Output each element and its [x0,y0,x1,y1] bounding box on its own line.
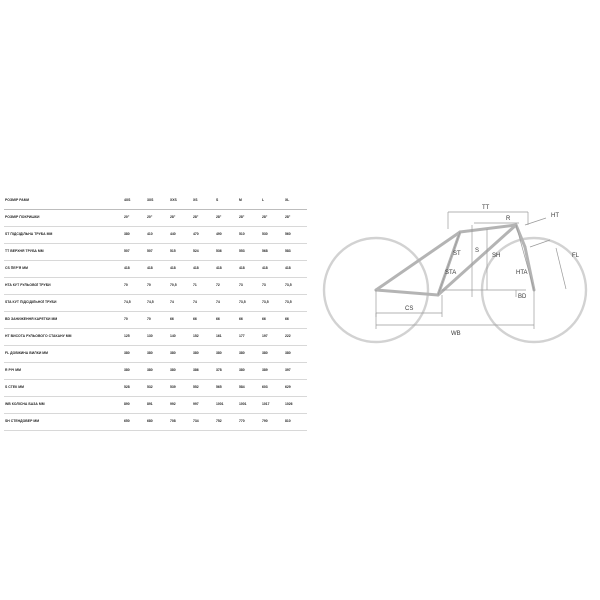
cell: 1026 [284,397,307,414]
cell: 74 [192,295,215,312]
cell: 125 [123,329,146,346]
cell: 734 [192,414,215,431]
cell: 524 [192,244,215,261]
cell: 418 [169,261,192,278]
table-header-row [4,193,307,210]
table-header-cell-xxs: XXS [169,193,192,210]
cell: 74,5 [146,295,169,312]
cell: 418 [238,261,261,278]
cell: 536 [215,244,238,261]
cell: 992 [169,397,192,414]
table-row [4,329,307,346]
row-label: ST ПІДСІДІЛЬНА ТРУБА ММ [4,227,123,244]
table-header-cell-xl: XL [284,193,307,210]
row-label: SH СТЕНДОВЕР ММ [4,414,123,431]
table-row [4,312,307,329]
cell: 418 [215,261,238,278]
table-header-cell-s: S [215,193,238,210]
cell: 74 [215,295,238,312]
table-header-cell-l: L [261,193,284,210]
cell: 66 [238,312,261,329]
cell: 197 [261,329,284,346]
cell: 708 [169,414,192,431]
cell: 70 [123,312,146,329]
cell: 28" [215,210,238,227]
cell: 73 [238,278,261,295]
cell: 528 [123,380,146,397]
row-label: R РІЧ ММ [4,363,123,380]
cell: 71 [192,278,215,295]
row-label: WB КОЛІСНА БАЗА ММ [4,397,123,414]
row-label: HTA КУТ РУЛЬОВОЇ ТРУБИ [4,278,123,295]
cell: 770 [238,414,261,431]
cell: 752 [215,414,238,431]
cell: 553 [238,244,261,261]
cell: 20" [123,210,146,227]
cell: 680 [146,414,169,431]
row-label: РОЗМІР ПОКРИШКИ [4,210,123,227]
cell: 380 [169,346,192,363]
cell: 1001 [215,397,238,414]
cell: 140 [169,329,192,346]
cell: 28" [238,210,261,227]
table-header-cell-4xs: 4XS [123,193,146,210]
cell: 380 [261,346,284,363]
cell: 73,5 [284,295,307,312]
label-sta: STA [445,270,457,276]
cell: 66 [215,312,238,329]
label-fl: FL [572,253,580,259]
row-label: CS ПЕР'Я ММ [4,261,123,278]
label-r: R [506,216,511,222]
cell: 28" [261,210,284,227]
cell: 418 [192,261,215,278]
cell: 1001 [238,397,261,414]
cell: 397 [284,363,307,380]
table-row [4,227,307,244]
cell: 70,5 [169,278,192,295]
table-row [4,397,307,414]
cell: 20" [146,210,169,227]
label-st: ST [453,251,461,257]
cell: 28" [169,210,192,227]
cell: 66 [284,312,307,329]
cell: 73,5 [284,278,307,295]
cell: 380 [238,363,261,380]
cell: 418 [123,261,146,278]
row-label: HT ВИСОТА РУЛЬОВОГО СТАКАНУ ММ [4,329,123,346]
table-row [4,380,307,397]
cell: 66 [192,312,215,329]
cell: 66 [261,312,284,329]
cell: 130 [146,329,169,346]
row-label: STA КУТ ПІДСІДІЛЬНОЇ ТРУБИ [4,295,123,312]
cell: 152 [192,329,215,346]
cell: 380 [169,363,192,380]
cell: 552 [192,380,215,397]
cell: 28" [192,210,215,227]
cell: 72 [215,278,238,295]
cell: 810 [284,414,307,431]
cell: 603 [261,380,284,397]
cell: 530 [261,227,284,244]
geometry-table [4,193,300,431]
table-row [4,244,307,261]
cell: 222 [284,329,307,346]
row-label: S СТЕК ММ [4,380,123,397]
cell: 583 [284,244,307,261]
cell: 515 [169,244,192,261]
cell: 74,5 [123,295,146,312]
cell: 389 [261,363,284,380]
frame-geometry-diagram [320,185,596,375]
cell: 410 [146,227,169,244]
geometry-table-element [4,193,307,431]
cell: 490 [215,227,238,244]
cell: 74 [169,295,192,312]
row-label: TT ВЕРХНЯ ТРУБА ММ [4,244,123,261]
label-cs: CS [405,306,414,312]
table-header-cell-m: M [238,193,261,210]
cell: 790 [261,414,284,431]
cell: 380 [238,346,261,363]
cell: 380 [146,363,169,380]
label-s: S [475,248,480,254]
cell: 629 [284,380,307,397]
cell: 560 [284,227,307,244]
cell: 70 [146,312,169,329]
cell: 584 [238,380,261,397]
cell: 568 [261,244,284,261]
cell: 380 [284,346,307,363]
cell: 161 [215,329,238,346]
cell: 532 [146,380,169,397]
cell: 418 [284,261,307,278]
table-row [4,363,307,380]
table-row [4,295,307,312]
label-tt: TT [482,205,490,211]
table-row [4,414,307,431]
cell: 73 [261,278,284,295]
cell: 440 [169,227,192,244]
cell: 380 [123,346,146,363]
cell: 650 [123,414,146,431]
cell: 70 [146,278,169,295]
cell: 386 [192,363,215,380]
cell: 539 [169,380,192,397]
cell: 565 [215,380,238,397]
frame-outline [376,225,534,295]
cell: 890 [123,397,146,414]
cell: 1017 [261,397,284,414]
cell: 73,5 [238,295,261,312]
table-row [4,346,307,363]
table-header-cell-3xs: 3XS [146,193,169,210]
label-bd: BD [518,294,527,300]
cell: 380 [215,346,238,363]
row-label: FL ДОВЖИНА ВИЛКИ ММ [4,346,123,363]
cell: 380 [123,227,146,244]
cell: 73,5 [261,295,284,312]
label-ht: HT [551,213,559,219]
cell: 507 [146,244,169,261]
table-header-cell-xs: XS [192,193,215,210]
cell: 28" [284,210,307,227]
cell: 418 [146,261,169,278]
label-hta: HTA [516,270,528,276]
cell: 470 [192,227,215,244]
cell: 891 [146,397,169,414]
table-header [4,193,307,210]
cell: 418 [261,261,284,278]
table-header-cell-size: РОЗМІР РАМИ [4,193,123,210]
cell: 66 [169,312,192,329]
cell: 177 [238,329,261,346]
cell: 997 [192,397,215,414]
table-row [4,261,307,278]
table-row [4,278,307,295]
table-row [4,210,307,227]
cell: 510 [238,227,261,244]
table-body [4,210,307,431]
cell: 70 [123,278,146,295]
cell: 507 [123,244,146,261]
row-label: BD ЗАНИЖЕННЯ КАРЕТКИ ММ [4,312,123,329]
cell: 380 [146,346,169,363]
label-sh: SH [492,253,501,259]
label-wb: WB [451,331,461,337]
cell: 380 [192,346,215,363]
cell: 380 [123,363,146,380]
cell: 378 [215,363,238,380]
